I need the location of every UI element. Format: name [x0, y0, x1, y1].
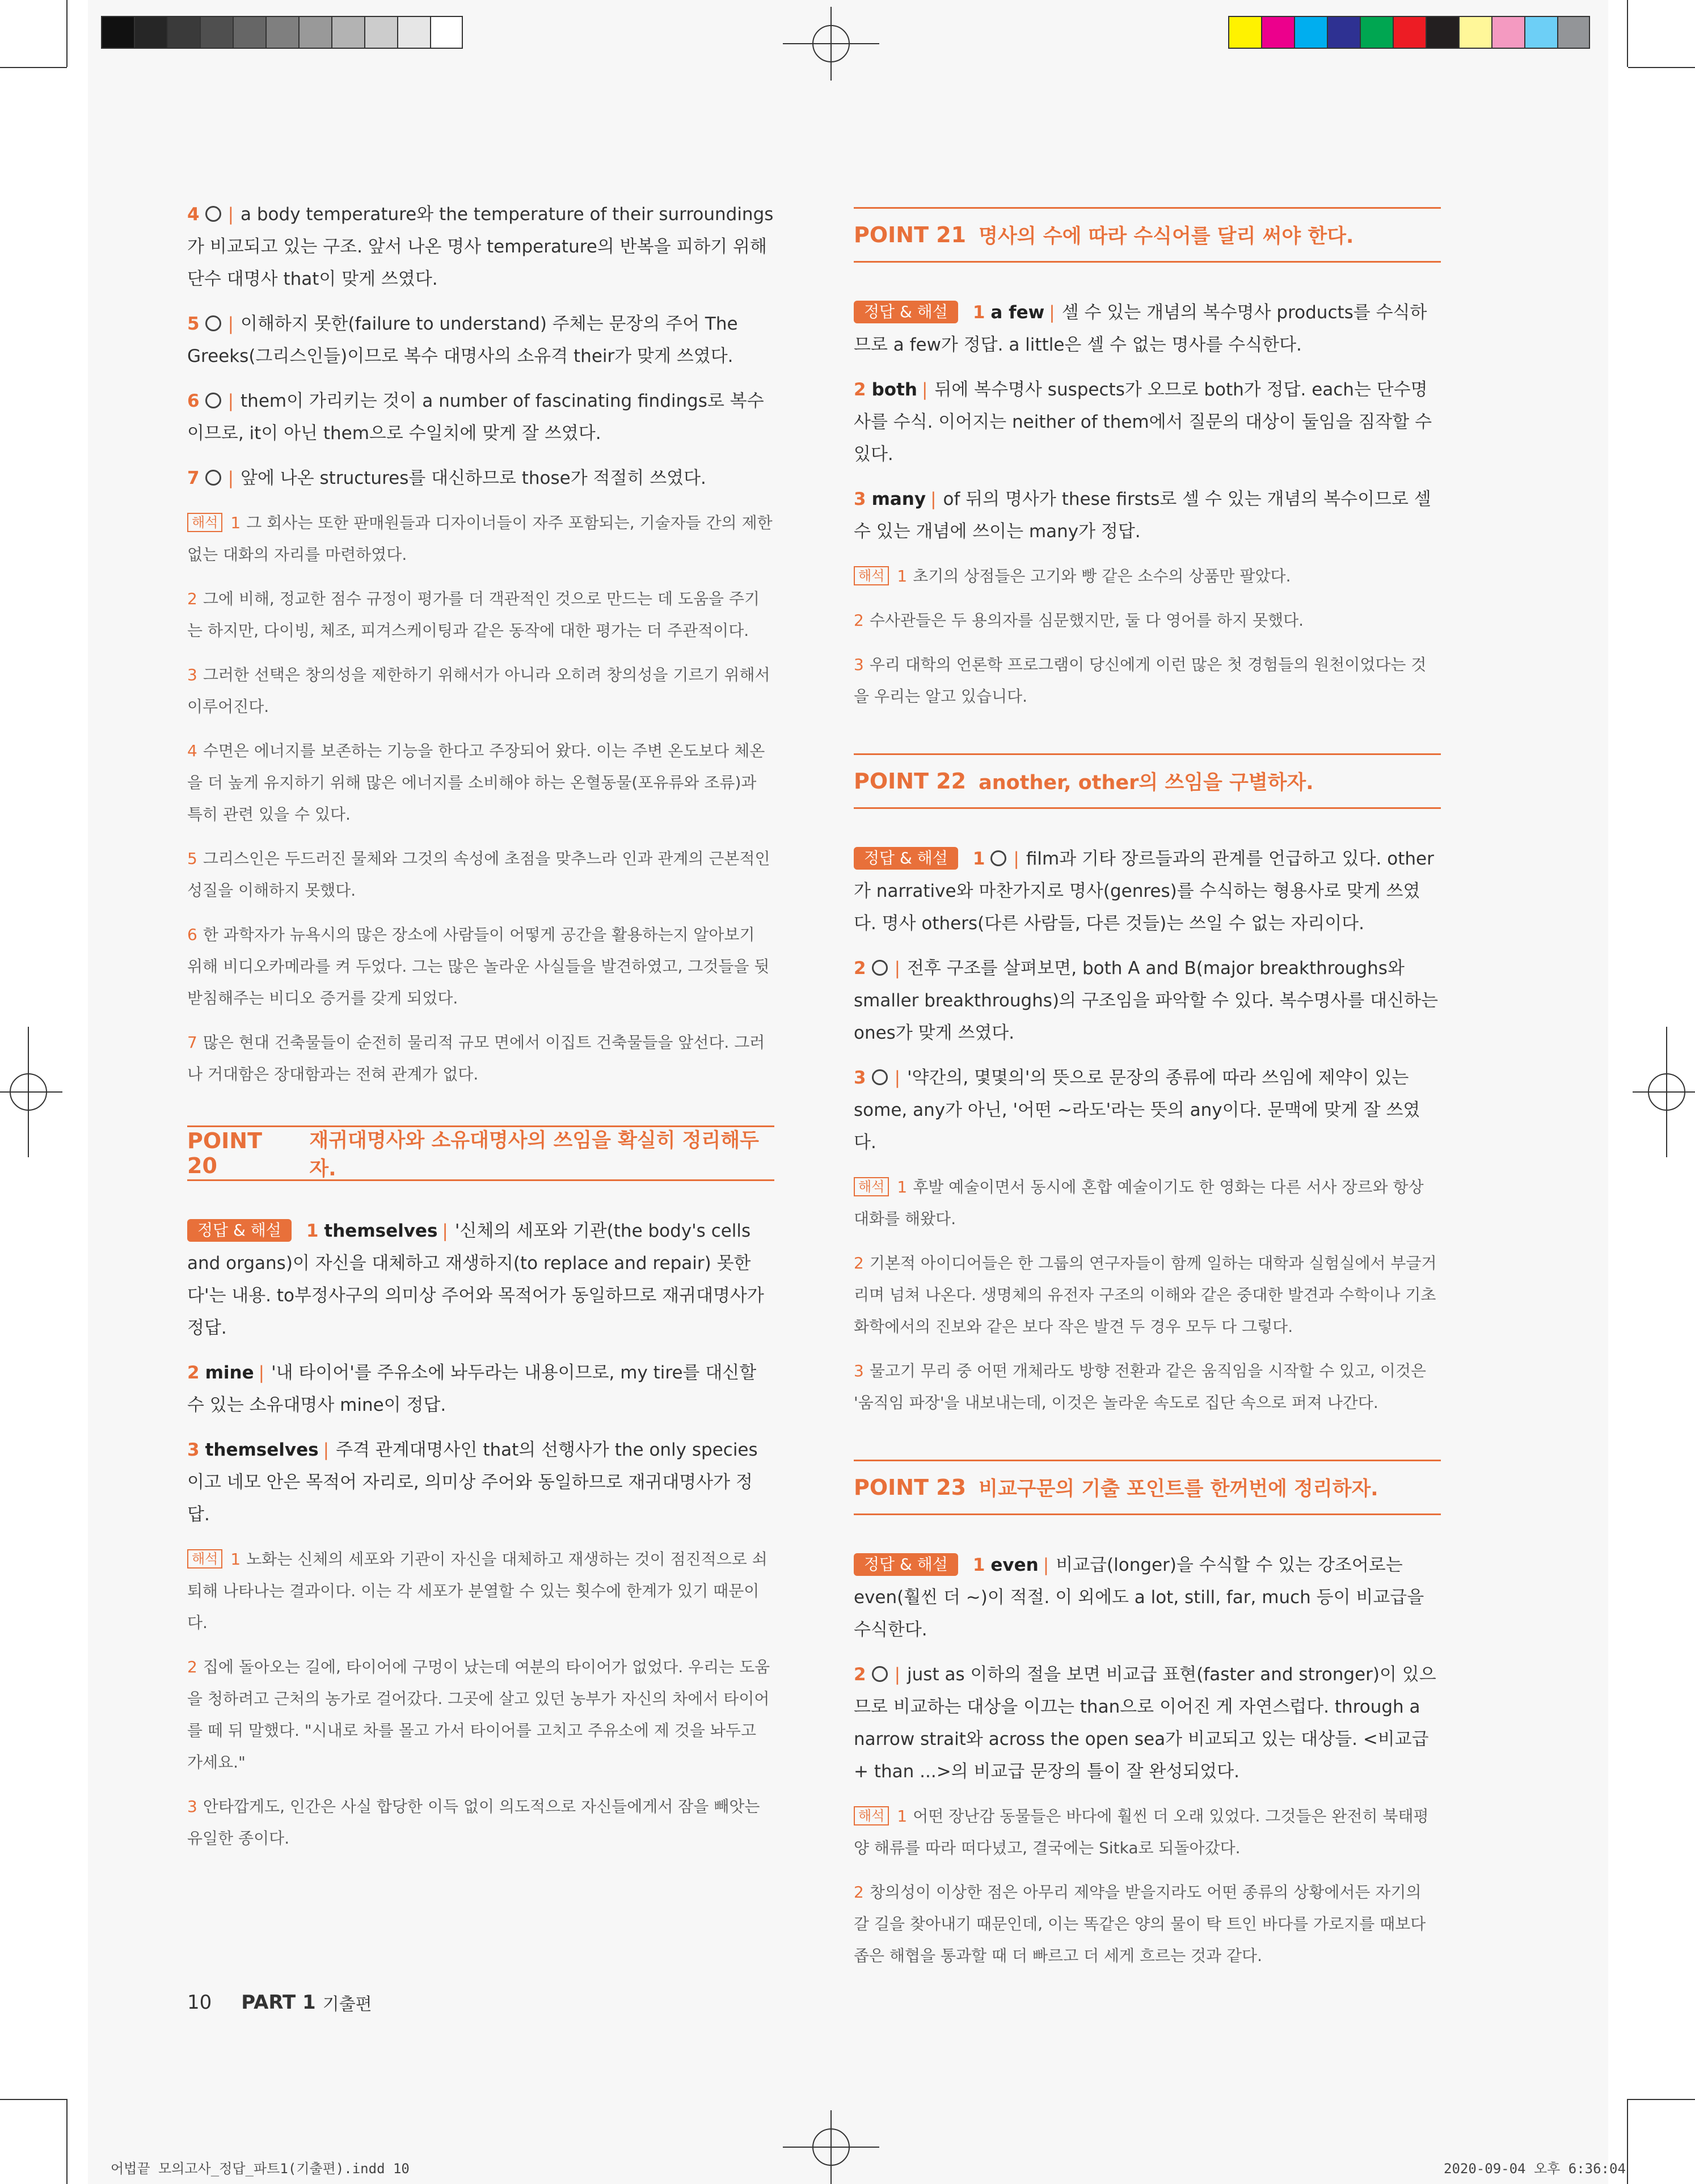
answer-text: 셀 수 있는 개념의 복수명사 products를 수식하므로 a few가 정답. a little은 셀 수 없는 명사를 수식한다.	[854, 302, 1427, 355]
translation-text: 많은 현대 건축물들이 순전히 물리적 규모 면에서 이집트 건축물들을 앞선다. 그러나 거대함은 장대함과는 전혀 관계가 없다.	[187, 1033, 765, 1083]
answer-text: '신체의 세포와 기관(the body's cells and organs)이 자신을 대체하고 재생하지(to replace and repair) 못한다'는 내용. to부정사구의 의미상 주어와 목적어가 동일하므로 재귀대명사가 정답.	[187, 1221, 764, 1338]
answer-key: themselves	[324, 1221, 438, 1241]
answer-number: 7	[187, 468, 200, 488]
point-label: POINT 22	[854, 769, 967, 794]
gray-swatch	[134, 16, 167, 49]
answer-number: 1	[972, 849, 985, 869]
crop-mark	[1628, 2099, 1695, 2100]
gray-swatch	[430, 16, 463, 49]
answer-key: mine	[205, 1363, 254, 1383]
point-title: another, other의 쓰임을 구별하자.	[979, 771, 1314, 794]
point-label: POINT 23	[854, 1475, 967, 1500]
translation-number: 3	[187, 1797, 197, 1816]
crop-mark	[1627, 2099, 1628, 2184]
answer-number: 3	[854, 489, 866, 509]
color-swatch-bar	[1228, 16, 1590, 49]
crop-mark	[0, 2099, 67, 2100]
part-label: PART 1	[241, 1991, 316, 2014]
translation-text: 물고기 무리 중 어떤 개체라도 방향 전환과 같은 움직임을 시작할 수 있고, 이것은 '움직임 파장'을 내보내는데, 이것은 놀라운 속도로 집단 속으로 퍼져 나간다.	[854, 1361, 1427, 1412]
registration-mark-icon	[783, 2110, 879, 2184]
gray-swatch	[167, 16, 200, 49]
translation-number: 2	[854, 611, 864, 630]
answer-number: 2	[854, 380, 866, 400]
gray-swatch	[331, 16, 364, 49]
color-swatch	[1491, 16, 1524, 49]
correct-circle-icon	[205, 470, 221, 486]
answer-item	[854, 952, 1441, 1049]
correct-circle-icon	[872, 960, 888, 976]
answer-text: film과 기타 장르들과의 관계를 언급하고 있다. other가 narrative와 마찬가지로 명사(genres)를 수식하는 형용사로 맞게 쓰였다. 명사 others(다른 사람들, 다른 것들)는 쓰일 수 없는 자리이다.	[854, 849, 1434, 934]
answer-text: a body temperature와 the temperature of their surroundings가 비교되고 있는 구조. 앞서 나온 명사 temperature의 반복을 피하기 위해 단수 대명사 that이 맞게 쓰였다.	[187, 204, 774, 289]
answer-item	[187, 385, 774, 450]
translation-item	[187, 507, 774, 571]
answer-text: '내 타이어'를 주유소에 놔두라는 내용이므로, my tire를 대신할 수 있는 소유대명사 mine이 정답.	[187, 1363, 757, 1415]
section-label: 기출편	[322, 1995, 372, 2014]
translation-number: 2	[187, 1658, 197, 1676]
answer-item	[187, 462, 774, 495]
correct-circle-icon	[205, 315, 221, 331]
gray-swatch-bar	[101, 16, 463, 49]
answer-key: a few	[990, 302, 1045, 323]
answer-text: 전후 구조를 살펴보면, both A and B(major breakthroughs와 smaller breakthroughs)의 구조임을 파악할 수 있다. 복수명사를 대신하는 ones가 맞게 쓰였다.	[854, 958, 1438, 1043]
translation-number: 2	[854, 1883, 864, 1901]
answer-badge: 정답 & 해설	[854, 301, 958, 323]
correct-circle-icon	[872, 1666, 888, 1682]
answer-text: 주격 관계대명사인 that의 선행사가 the only species이고 네모 안은 목적어 자리로, 의미상 주어와 동일하므로 재귀대명사가 정답.	[187, 1440, 758, 1525]
translation-text: 한 과학자가 뉴욕시의 많은 장소에 사람들이 어떻게 공간을 활용하는지 알아보기 위해 비디오카메라를 켜 두었다. 그는 많은 놀라운 사실들을 발견하였고, 그것들을 뒷받침해주는 비디오 증거를 갖게 되었다.	[187, 925, 770, 1007]
translation-text: 수사관들은 두 용의자를 심문했지만, 둘 다 영어를 하지 못했다.	[869, 611, 1304, 630]
translation-item	[854, 605, 1441, 636]
crop-mark	[66, 0, 68, 67]
registration-mark-icon	[0, 1027, 62, 1157]
translation-number: 3	[187, 665, 197, 684]
gray-swatch	[298, 16, 331, 49]
answer-number: 3	[187, 1440, 200, 1460]
answer-number: 1	[972, 302, 985, 323]
separator-bar: |	[921, 380, 928, 400]
answer-key: many	[871, 489, 926, 509]
color-swatch	[1524, 16, 1557, 49]
answer-item	[854, 1062, 1441, 1159]
answer-key: both	[871, 380, 917, 400]
translation-text: 안타깝게도, 인간은 사실 합당한 이득 없이 의도적으로 자신들에게서 잠을 빼앗는 유일한 종이다.	[187, 1797, 760, 1848]
translation-item	[187, 659, 774, 723]
gray-swatch	[101, 16, 134, 49]
answer-item	[854, 1659, 1441, 1788]
translation-number: 1	[230, 513, 241, 532]
translation-item	[187, 583, 774, 647]
color-swatch	[1360, 16, 1393, 49]
answer-number: 1	[972, 1555, 985, 1575]
translation-text: 그 회사는 또한 판매원들과 디자이너들이 자주 포함되는, 기술자들 간의 제한 없는 대화의 자리를 마련하였다.	[187, 513, 773, 564]
answer-item	[187, 1434, 774, 1531]
translation-item	[854, 1877, 1441, 1972]
page-footer	[187, 1990, 372, 2015]
translation-item	[187, 1544, 774, 1639]
translation-item	[187, 843, 774, 907]
gray-swatch	[200, 16, 233, 49]
translation-item	[854, 649, 1441, 712]
answer-item	[854, 483, 1441, 548]
color-swatch	[1458, 16, 1491, 49]
color-swatch	[1294, 16, 1327, 49]
answer-number: 2	[854, 1664, 866, 1685]
translation-item	[854, 1247, 1441, 1343]
gray-swatch	[233, 16, 265, 49]
translation-text: 후발 예술이면서 동시에 혼합 예술이기도 한 영화는 다른 서사 장르와 항상 대화를 해왔다.	[854, 1178, 1424, 1228]
crop-mark	[66, 2099, 68, 2184]
point23-header	[854, 1460, 1441, 1515]
gray-swatch	[364, 16, 397, 49]
answer-number: 4	[187, 204, 200, 225]
point20-header	[187, 1125, 774, 1181]
separator-bar: |	[227, 314, 234, 334]
answer-key: even	[990, 1555, 1039, 1575]
translation-number: 7	[187, 1033, 197, 1052]
translation-tag: 해석	[854, 1806, 889, 1825]
translation-text: 초기의 상점들은 고기와 빵 같은 소수의 상품만 팔았다.	[913, 567, 1291, 585]
separator-bar: |	[323, 1440, 330, 1460]
separator-bar: |	[930, 489, 937, 509]
translation-text: 기본적 아이디어들은 한 그룹의 연구자들이 함께 일하는 대학과 실험실에서 부글거리며 넘쳐 나온다. 생명체의 유전자 구조의 이해와 같은 중대한 발견과 수학이나 기초 화학에서의 진보와 같은 보다 작은 발견 두 경우 모두 다 그렇다.	[854, 1254, 1437, 1336]
point-title: 비교구문의 기출 포인트를 한꺼번에 정리하자.	[979, 1478, 1378, 1500]
translation-number: 2	[854, 1254, 864, 1272]
translation-item	[187, 735, 774, 830]
point22-header	[854, 753, 1441, 809]
left-column	[187, 199, 774, 1867]
answer-text: 비교급(longer)을 수식할 수 있는 강조어로는 even(훨씬 더 ~)이 적절. 이 외에도 a lot, still, far, much 등이 비교급을 수식한다.	[854, 1555, 1424, 1640]
translation-tag: 해석	[187, 513, 222, 532]
translation-item	[854, 1355, 1441, 1419]
point-title: 명사의 수에 따라 수식어를 달리 써야 한다.	[979, 225, 1354, 248]
translation-tag: 해석	[187, 1549, 222, 1569]
answer-number: 2	[854, 958, 866, 979]
point-label: POINT 20	[187, 1128, 263, 1178]
correct-circle-icon	[205, 206, 221, 222]
color-swatch	[1426, 16, 1458, 49]
point21-header	[854, 207, 1441, 263]
translation-number: 5	[187, 849, 197, 868]
gray-swatch	[265, 16, 298, 49]
translation-number: 2	[187, 589, 197, 608]
separator-bar: |	[894, 958, 901, 979]
crop-mark	[1627, 0, 1628, 67]
answer-number: 3	[854, 1068, 866, 1088]
translation-text: 노화는 신체의 세포와 기관이 자신을 대체하고 재생하는 것이 점진적으로 쇠퇴해 나타나는 결과이다. 이는 각 세포가 분열할 수 있는 횟수에 한계가 있기 때문이다.	[187, 1550, 768, 1632]
translation-number: 4	[187, 741, 197, 760]
translation-item	[187, 1651, 774, 1778]
translation-number: 1	[230, 1550, 241, 1569]
answer-item	[854, 297, 1441, 361]
translation-item	[854, 1171, 1441, 1235]
answer-badge: 정답 & 해설	[854, 1553, 958, 1576]
answer-key: themselves	[205, 1440, 319, 1460]
right-column	[854, 204, 1441, 1984]
color-swatch	[1261, 16, 1294, 49]
correct-circle-icon	[990, 850, 1006, 866]
separator-bar: |	[227, 204, 234, 225]
crop-mark	[1628, 67, 1695, 68]
translation-tag: 해석	[854, 1177, 889, 1196]
translation-item	[854, 560, 1441, 592]
answer-text: 뒤에 복수명사 suspects가 오므로 both가 정답. each는 단수명사를 수식. 이어지는 neither of them에서 질문의 대상이 둘임을 짐작할 수 있다.	[854, 380, 1432, 465]
answer-number: 6	[187, 391, 200, 411]
gray-swatch	[397, 16, 430, 49]
answer-item	[187, 1215, 774, 1344]
correct-circle-icon	[205, 393, 221, 408]
answer-item	[854, 374, 1441, 471]
translation-item	[187, 1027, 774, 1090]
point-title: 재귀대명사와 소유대명사의 쓰임을 확실히 정리해두자.	[309, 1129, 759, 1180]
translation-text: 수면은 에너지를 보존하는 기능을 한다고 주장되어 왔다. 이는 주변 온도보다 체온을 더 높게 유지하기 위해 많은 에너지를 소비해야 하는 온혈동물(포유류와 조류)과 특히 관련 있을 수 있다.	[187, 741, 765, 824]
translation-text: 그러한 선택은 창의성을 제한하기 위해서가 아니라 오히려 창의성을 기르기 위해서 이루어진다.	[187, 665, 770, 716]
separator-bar: |	[894, 1664, 901, 1685]
registration-mark-icon	[783, 7, 879, 81]
color-swatch	[1393, 16, 1426, 49]
separator-bar: |	[258, 1363, 265, 1383]
translation-text: 창의성이 이상한 점은 아무리 제약을 받을지라도 어떤 종류의 상황에서든 자기의 갈 길을 찾아내기 때문인데, 이는 똑같은 양의 물이 탁 트인 바다를 가로지를 때보다 좁은 해협을 통과할 때 더 빠르고 더 세게 흐르는 것과 같다.	[854, 1883, 1426, 1965]
registration-mark-icon	[1633, 1027, 1695, 1157]
translation-number: 1	[897, 1178, 908, 1196]
answer-item	[187, 199, 774, 296]
separator-bar: |	[1049, 302, 1055, 323]
translation-tag: 해석	[854, 566, 889, 585]
answer-number: 1	[306, 1221, 319, 1241]
answer-item	[854, 1549, 1441, 1646]
separator-bar: |	[894, 1068, 901, 1088]
separator-bar: |	[227, 468, 234, 488]
translation-text: 우리 대학의 언론학 프로그램이 당신에게 이런 많은 첫 경험들의 원천이었다는 것을 우리는 알고 있습니다.	[854, 655, 1427, 706]
answer-text: them이 가리키는 것이 a number of fascinating findings로 복수이므로, it이 아닌 them으로 수일치에 맞게 잘 쓰였다.	[187, 391, 764, 444]
separator-bar: |	[442, 1221, 448, 1241]
answer-text: of 뒤의 명사가 these firsts로 셀 수 있는 개념의 복수이므로 셀 수 있는 개념에 쓰이는 many가 정답.	[854, 489, 1431, 542]
translation-item	[187, 919, 774, 1014]
translation-text: 어떤 장난감 동물들은 바다에 훨씬 더 오래 있었다. 그것들은 완전히 북태평양 해류를 따라 떠다녔고, 결국에는 Sitka로 되돌아갔다.	[854, 1807, 1429, 1857]
answer-badge: 정답 & 해설	[187, 1219, 292, 1242]
answer-text: 이해하지 못한(failure to understand) 주체는 문장의 주어 The Greeks(그리스인들)이므로 복수 대명사의 소유격 their가 맞게 쓰였다.	[187, 314, 738, 366]
translation-text: 그리스인은 두드러진 물체와 그것의 속성에 초점을 맞추느라 인과 관계의 근본적인 성질을 이해하지 못했다.	[187, 849, 770, 900]
translation-number: 3	[854, 1361, 864, 1380]
translation-number: 6	[187, 925, 197, 944]
answer-text: just as 이하의 절을 보면 비교급 표현(faster and stronger)이 있으므로 비교하는 대상을 이끄는 than으로 이어진 게 자연스럽다. through a narrow strait와 across the open sea가 비교되고 있는 대상들. <비교급 + than ...>의 비교급 문장의 틀이 잘 완성되었다.	[854, 1664, 1436, 1782]
slug-file-info: 어법끝 모의고사_정답_파트1(기출편).indd 10	[111, 2161, 410, 2177]
answer-text: '약간의, 몇몇의'의 뜻으로 문장의 종류에 따라 쓰임에 제약이 있는 some, any가 아닌, '어떤 ~라도'라는 뜻의 any이다. 문맥에 맞게 잘 쓰였다.	[854, 1068, 1420, 1153]
point-label: POINT 21	[854, 222, 967, 247]
translation-item	[187, 1791, 774, 1854]
color-swatch	[1228, 16, 1261, 49]
translation-text: 그에 비해, 정교한 점수 규정이 평가를 더 객관적인 것으로 만드는 데 도움을 주기는 하지만, 다이빙, 체조, 피겨스케이팅과 같은 동작에 대한 평가는 더 주관적이다.	[187, 589, 760, 640]
separator-bar: |	[227, 391, 234, 411]
answer-item	[187, 1357, 774, 1422]
slug-date: 2020-09-04 오후 6:36:04	[1444, 2161, 1626, 2177]
answer-number: 2	[187, 1363, 200, 1383]
translation-item	[854, 1801, 1441, 1864]
answer-text: 앞에 나온 structures를 대신하므로 those가 적절히 쓰였다.	[241, 468, 706, 488]
color-swatch	[1557, 16, 1590, 49]
translation-number: 1	[897, 567, 908, 585]
answer-number: 5	[187, 314, 200, 334]
answer-badge: 정답 & 해설	[854, 847, 958, 870]
translation-number: 3	[854, 655, 864, 674]
page-number: 10	[187, 1991, 212, 2014]
separator-bar: |	[1013, 849, 1019, 869]
translation-text: 집에 돌아오는 길에, 타이어에 구멍이 났는데 여분의 타이어가 없었다. 우리는 도움을 청하려고 근처의 농가로 걸어갔다. 그곳에 살고 있던 농부가 자신의 차에서 타이어를 떼 뒤 말했다. "시내로 차를 몰고 가서 타이어를 고치고 주유소에 제 것을 놔두고 가세요."	[187, 1658, 770, 1772]
color-swatch	[1327, 16, 1360, 49]
answer-item	[854, 843, 1441, 940]
answer-item	[187, 308, 774, 373]
correct-circle-icon	[872, 1069, 888, 1085]
crop-mark	[0, 67, 67, 68]
translation-number: 1	[897, 1807, 908, 1825]
separator-bar: |	[1043, 1555, 1049, 1575]
